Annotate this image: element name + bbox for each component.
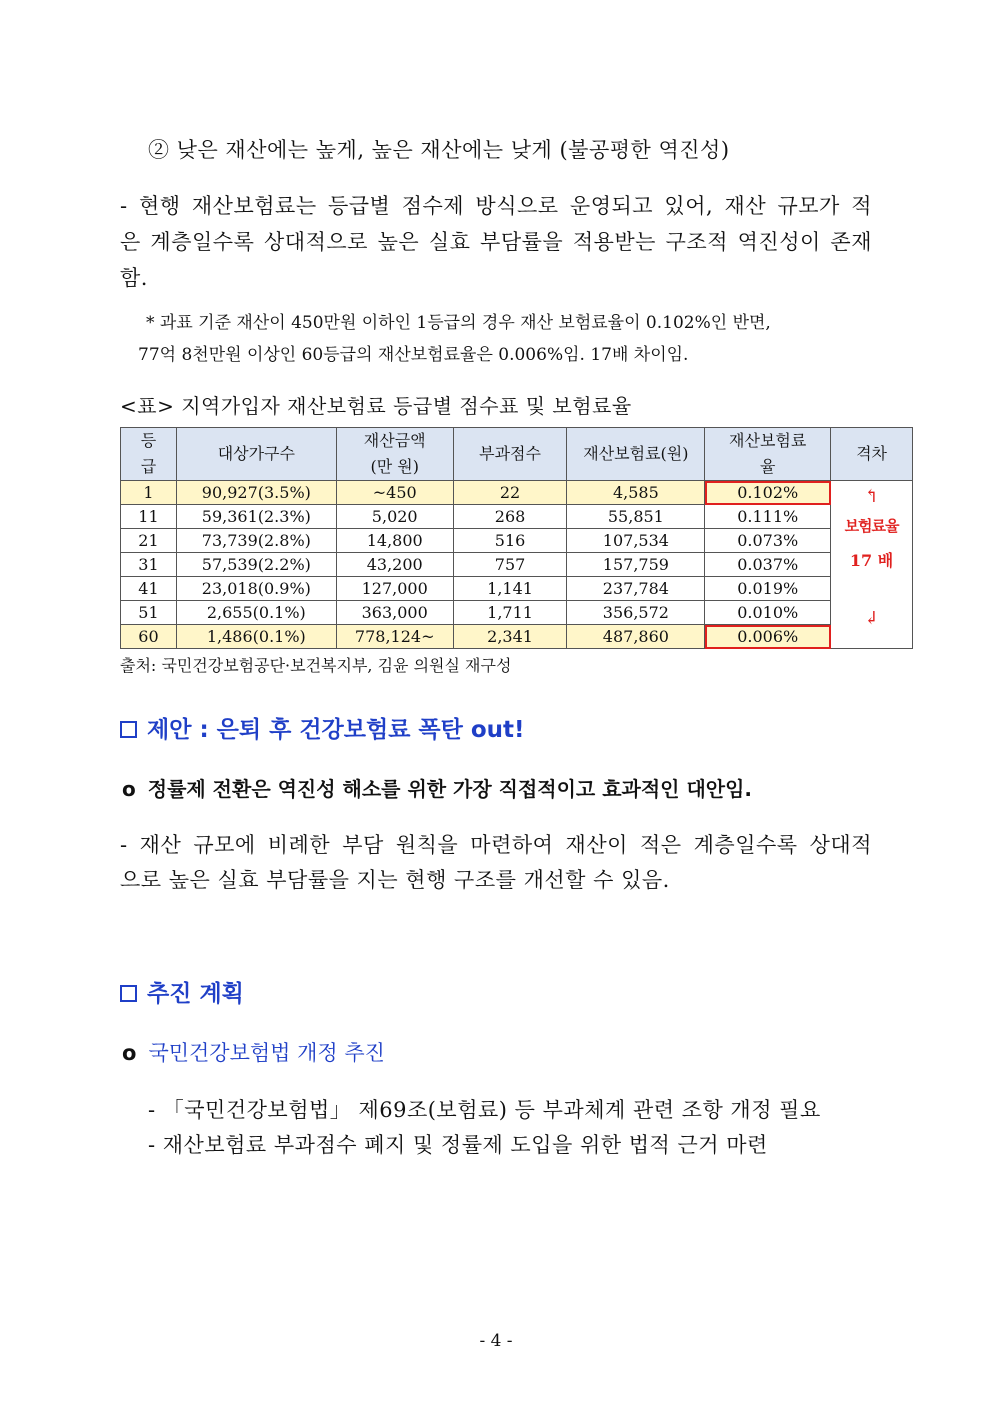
proposal-bullet: o 정률제 전환은 역진성 해소를 위한 가장 직접적이고 효과적인 대안임. [122,777,753,801]
cell-premium: 487,860 [567,625,705,649]
cell-score: 268 [453,505,567,529]
cell-households: 57,539(2.2%) [176,553,336,577]
paragraph-line: - 현행 재산보험료는 등급별 점수제 방식으로 운영되고 있어, 재산 규모가 적 [120,194,872,218]
cell-grade: 21 [121,529,177,553]
cell-score: 1,141 [453,577,567,601]
cell-households: 59,361(2.3%) [176,505,336,529]
table-source: 출처: 국민건강보험공단·보건복지부, 김윤 의원실 재구성 [120,656,512,675]
proposal-heading: 제안 : 은퇴 후 건강보험료 폭탄 out! [120,711,525,744]
cell-grade: 41 [121,577,177,601]
cell-score: 516 [453,529,567,553]
cell-score: 2,341 [453,625,567,649]
cell-rate: 0.037% [705,553,831,577]
cell-grade: 51 [121,601,177,625]
cell-rate-highlighted: 0.006% [705,625,831,649]
header-rate: 재산보험료 율 [705,428,831,481]
cell-score: 757 [453,553,567,577]
paragraph-line: 함. [120,266,148,290]
bullet-o-icon: o [122,777,136,801]
cell-amount: 5,020 [336,505,453,529]
cell-amount: 363,000 [336,601,453,625]
footnote-line: 77억 8천만원 이상인 60등급의 재산보험료율은 0.006%임. 17배 차이임. [138,345,689,365]
table-row [121,601,913,625]
gap-arrow-bottom-icon: ↲ [864,608,880,629]
table-caption: <표> 지역가입자 재산보험료 등급별 점수표 및 보험료율 [120,394,632,418]
plan-bullet: o 국민건강보험법 개정 추진 [122,1041,385,1065]
cell-grade: 1 [121,481,177,505]
header-households: 대상가구수 [176,428,336,481]
cell-amount: 778,124~ [336,625,453,649]
cell-premium: 237,784 [567,577,705,601]
cell-households: 90,927(3.5%) [176,481,336,505]
grade-table [120,427,913,649]
gap-label-ratio: 17 배 [849,551,894,570]
footnote-line: * 과표 기준 재산이 450만원 이하인 1등급의 경우 재산 보험료율이 0.102%인 반면, [146,313,771,333]
square-bullet-icon [120,721,137,738]
cell-rate: 0.073% [705,529,831,553]
cell-premium: 356,572 [567,601,705,625]
table-row [121,625,913,649]
cell-grade: 60 [121,625,177,649]
cell-premium: 55,851 [567,505,705,529]
header-grade: 등 급 [121,428,177,481]
table-row [121,577,913,601]
cell-score: 1,711 [453,601,567,625]
header-gap: 격차 [831,428,913,481]
cell-amount: 43,200 [336,553,453,577]
cell-premium: 4,585 [567,481,705,505]
cell-grade: 11 [121,505,177,529]
paragraph-line: - 재산 규모에 비례한 부담 원칙을 마련하여 재산이 적은 계층일수록 상대적 [120,833,872,857]
gap-cell [831,481,913,649]
cell-rate: 0.010% [705,601,831,625]
cell-rate-highlighted: 0.102% [705,481,831,505]
table-header-row [121,428,913,481]
table-row [121,529,913,553]
cell-amount: 14,800 [336,529,453,553]
plan-item: - 재산보험료 부과점수 폐지 및 정률제 도입을 위한 법적 근거 마련 [148,1133,768,1157]
table-row [121,505,913,529]
plan-heading: 추진 계획 [120,975,244,1008]
square-bullet-icon [120,985,137,1002]
cell-households: 2,655(0.1%) [176,601,336,625]
section-subtitle: ② 낮은 재산에는 높게, 높은 재산에는 낮게 (불공평한 역진성) [148,138,730,162]
header-premium: 재산보험료(원) [567,428,705,481]
cell-households: 1,486(0.1%) [176,625,336,649]
table-row [121,481,913,505]
cell-rate: 0.111% [705,505,831,529]
gap-label-rate: 보험료율 [844,517,899,535]
cell-grade: 31 [121,553,177,577]
paragraph-line: 으로 높은 실효 부담률을 지는 현행 구조를 개선할 수 있음. [120,868,670,892]
bullet-o-icon: o [122,1041,137,1065]
grade-table-wrapper [120,427,913,649]
plan-item: - 「국민건강보험법」 제69조(보험료) 등 부과체계 관련 조항 개정 필요 [148,1098,821,1122]
page-number: - 4 - [479,1331,513,1351]
header-score: 부과점수 [453,428,567,481]
cell-score: 22 [453,481,567,505]
paragraph-line: 은 계층일수록 상대적으로 높은 실효 부담률을 적용받는 구조적 역진성이 존재 [120,230,872,254]
cell-premium: 107,534 [567,529,705,553]
cell-households: 73,739(2.8%) [176,529,336,553]
header-amount: 재산금액 (만 원) [336,428,453,481]
cell-amount: 127,000 [336,577,453,601]
cell-amount: ~450 [336,481,453,505]
cell-rate: 0.019% [705,577,831,601]
cell-premium: 157,759 [567,553,705,577]
gap-arrow-top-icon: ↰ [864,486,880,507]
cell-households: 23,018(0.9%) [176,577,336,601]
table-row [121,553,913,577]
